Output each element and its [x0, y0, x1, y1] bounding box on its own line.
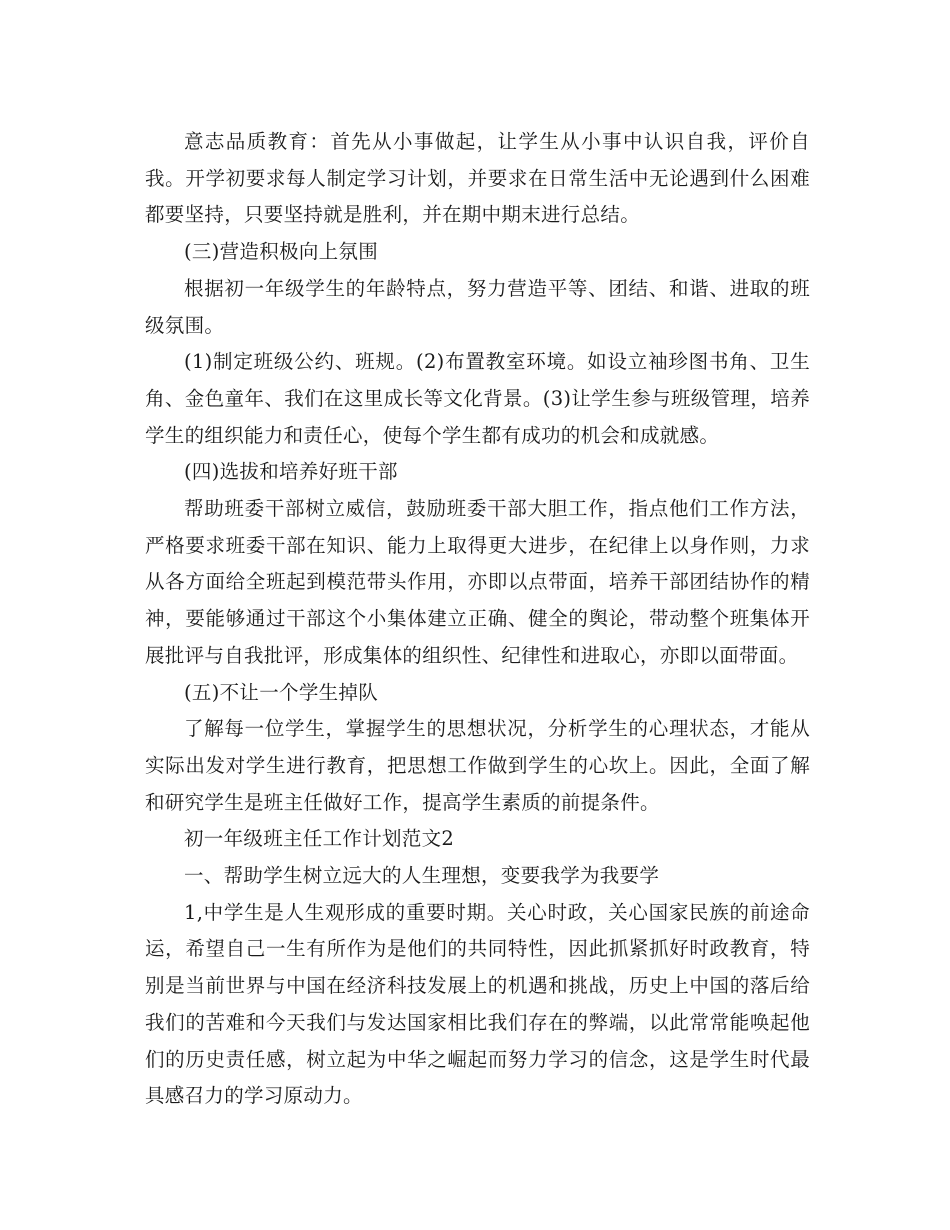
section-heading-no-student-left-behind: (五)不让一个学生掉队	[184, 680, 379, 704]
section-heading-class-cadres: (四)选拔和培养好班干部	[184, 460, 398, 484]
paragraph-class-rules-environment: (1)制定班级公约、班规。(2)布置教室环境。如设立袖珍图书角、卫生角、金色童年、我们在这里成长等文化背景。(3)让学生参与班级管理，培养学生的组织能力和责任心，使每个学生都有成功的机会和成就感。	[145, 350, 810, 447]
section-heading-life-ideals: 一、帮助学生树立远大的人生理想，变要我学为我要学	[184, 864, 660, 888]
paragraph-life-outlook: 1,中学生是人生观形成的重要时期。关心时政，关心国家民族的前途命运，希望自己一生有所作为是他们的共同特性，因此抓紧抓好时政教育，特别是当前世界与中国在经济科技发展上的机遇和挑战，历史上中国的落后给我们的苦难和今天我们与发达国家相比我们存在的弊端，以此常常能唤起他们的历史责任感，树立起为中华之崛起而努力学习的信念，这是学生时代最具感召力的学习原动力。	[145, 900, 810, 1108]
paragraph-class-atmosphere: 根据初一年级学生的年龄特点，努力营造平等、团结、和谐、进取的班级氛围。	[145, 276, 810, 337]
document-subtitle-sample-2: 初一年级班主任工作计划范文2	[184, 827, 455, 851]
section-heading-positive-atmosphere: (三)营造积极向上氛围	[184, 240, 379, 264]
paragraph-willpower-education: 意志品质教育：首先从小事做起，让学生从小事中认识自我，评价自我。开学初要求每人制定学习计划，并要求在日常生活中无论遇到什么困难都要坚持，只要坚持就是胜利，并在期中期末进行总结。	[145, 130, 810, 227]
paragraph-class-cadres: 帮助班委干部树立威信，鼓励班委干部大胆工作，指点他们工作方法，严格要求班委干部在知识、能力上取得更大进步，在纪律上以身作则，力求从各方面给全班起到模范带头作用，亦即以点带面，培养干部团结协作的精神，要能够通过干部这个小集体建立正确、健全的舆论，带动整个班集体开展批评与自我批评，形成集体的组织性、纪律性和进取心，亦即以面带面。	[145, 497, 810, 667]
document-body	[145, 124, 810, 1115]
paragraph-understand-students: 了解每一位学生，掌握学生的思想状况，分析学生的心理状态，才能从实际出发对学生进行教育，把思想工作做到学生的心坎上。因此，全面了解和研究学生是班主任做好工作，提高学生素质的前提条件。	[145, 717, 810, 814]
